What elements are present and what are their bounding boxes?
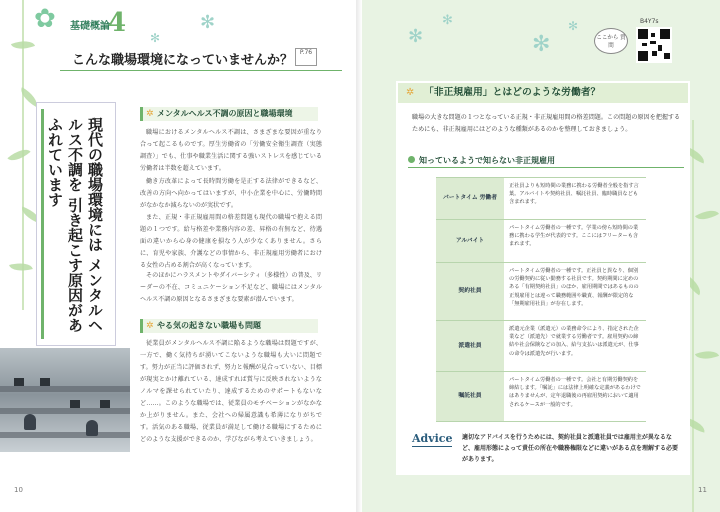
flower-icon: ✻ [568, 19, 579, 33]
page-number: 10 [14, 486, 23, 494]
bullet-icon [408, 156, 415, 163]
right-page-title [398, 83, 688, 103]
section-heading-text: メンタルヘルス不調の原因と職場環境 [157, 109, 293, 118]
paragraph: また、正規・非正規雇用間の格差問題も現代の職場で抱える問題の１つです。給与格差や業務内容の差、昇格の有無など、待遇面の違いから心身の健康を損なう人が少なくありません。さらに、育児や家族、介護などの事情から、非正規雇用労働者における女性の占める割合が高くなっています。 [140, 214, 322, 269]
section-heading-text: やる気の起きない職場も問題 [157, 321, 261, 330]
advice-underline [412, 446, 452, 447]
reference-badge: P.76 [295, 48, 317, 66]
sparkle-icon: ✲ [146, 109, 154, 119]
vine-decoration [692, 120, 694, 512]
table-row [436, 220, 646, 263]
sparkle-icon: ✲ [146, 321, 154, 331]
qr-code-label: B4Y7s [640, 18, 659, 25]
paragraph: そのほかにハラスメントやダイバーシティ（多様性）の普及、リーダーの不在、コミュニケーション不足など、職場にはメンタルヘルス不調の原因となるさまざまな要素が潜んでいます。 [140, 272, 322, 303]
table-row [436, 321, 646, 372]
chapter-label: 基礎概論 [70, 21, 110, 32]
table-row [436, 263, 646, 321]
table-cell: 派遣元企業（派遣元）の業務命令により、指定された企業など（派遣先）で就業する労働者です。雇用契約の締結や社会保険などの加入、給与支払いは派遣元が、仕事の命令は派遣先が行います。 [504, 321, 646, 371]
flower-icon: ✿ [34, 4, 56, 34]
leaf-icon [695, 205, 719, 225]
table-row-header: 契約社員 [436, 263, 504, 320]
advice-label: Advice [412, 432, 453, 445]
table-cell: 正社員よりも短時間の業務に携わる労働者全般を指す言葉。アルバイトや契約社員、嘱託社員、臨時職員なども含まれます。 [504, 178, 646, 219]
leaf-icon [9, 259, 33, 274]
chapter-number: 4 [108, 8, 127, 38]
vertical-title: 現代の職場環境には メンタルヘルス不調を 引き起こす原因があふれています [46, 117, 104, 333]
leaf-icon [7, 144, 30, 166]
table-cell: パートタイム労働者の一種です。学業の傍ら短時間の業務に携わる学生が代表的です。ここにはフリーターも含まれます。 [504, 220, 646, 262]
table-row-header: パートタイム 労働者 [436, 178, 504, 219]
accent-bar [41, 109, 44, 339]
table-cell: パートタイム労働者の一種です。正社員と異なり、個別の労働契約に従い勤務する社員です。契約期間に定めのある「有期契約社員」のほか、雇用期間ではあるものの正規雇用とは違って職務範囲や職責、報酬が限定的な「無期雇用社員」が存在します。 [504, 263, 646, 320]
section-heading-causes [140, 107, 318, 121]
table-cell: パートタイム労働者の一種です。会社と有期労働契約を締結します。「嘱託」には法律上明確な定義があるわけではありませんが、定年退職後の再雇用契約において適用されるケースが一般的です。 [504, 372, 646, 421]
table-row [436, 177, 646, 220]
table-row-header: 派遣社員 [436, 321, 504, 371]
sparkle-icon: ✲ [406, 87, 415, 98]
paragraph: 従業員がメンタルヘルス不調に陥るような職場は問題ですが、一方で、働く気持ちが湧いてこないような職場も大いに問題です。努力が正当に評価されず、努力と報酬が見合っていない、目標が現実とかけ離れている、達成すれば賞与に反映されないようなノルマを課せられていたり、達成するためのサポートもないなど……。このような職場では、従業員のモチベーションがなかなか上がりません。また、会社への帰属意識も希薄になりがちです。活気のある職場、従業員が満足して働ける職場にするためにどのような支援ができるのか、学びながら考えていきましょう。 [140, 340, 322, 443]
section-heading-motivation [140, 319, 318, 333]
flower-icon: ✻ [442, 13, 453, 28]
flower-icon: ✻ [408, 26, 424, 47]
paragraph: 職場におけるメンタルヘルス不調は、さまざまな要因が重なり合って起こるものです。厚生労働省の「労働安全衛生調査（実態調査）」でも、仕事や職業生活に関する強いストレスを感じている労働者は半数を超えています。 [140, 129, 322, 172]
page-number: 11 [698, 486, 707, 494]
intro-text: 職場の大きな問題の１つとなっている正規・非正規雇用間の格差問題。この問題の原因を把握するためにも、非正規雇用にはどのような種類があるのかを整理しておきましょう。 [412, 114, 681, 133]
flower-icon: ✻ [532, 32, 551, 57]
page-title: こんな職場環境になっていませんか？ [72, 53, 294, 68]
subheading-text: 知っているようで知らない非正規雇用 [419, 156, 555, 165]
qr-callout: ここから 質問 [594, 28, 628, 54]
flower-icon: ✻ [200, 12, 216, 33]
subheading [408, 155, 555, 166]
paragraph: 働き方改革によって長時間労働を是正する法律ができるなど、改善の方向へ向かってはいますが、中小企業を中心に、労働時間がなかなか減らないのが実状です。 [140, 178, 322, 209]
left-page [0, 0, 356, 512]
leaf-icon [695, 347, 719, 364]
flower-icon: ✻ [150, 31, 161, 45]
qr-code[interactable] [636, 27, 672, 63]
table-row-header: 嘱託社員 [436, 372, 504, 421]
right-title-text: 「非正規雇用」とはどのような労働者？ [424, 87, 601, 98]
office-photo [0, 348, 130, 452]
subheading-divider [408, 167, 684, 168]
table-row [436, 372, 646, 422]
title-divider [60, 70, 342, 71]
vertical-title-box [36, 102, 116, 346]
employment-type-table [436, 177, 646, 422]
advice-text: 適切なアドバイスを行うためには、契約社員と派遣社員では雇用主が異なるなど、雇用形態によって責任の所在や職務権限などに違いがある点を理解する必要があります。 [462, 434, 679, 463]
table-row-header: アルバイト [436, 220, 504, 262]
